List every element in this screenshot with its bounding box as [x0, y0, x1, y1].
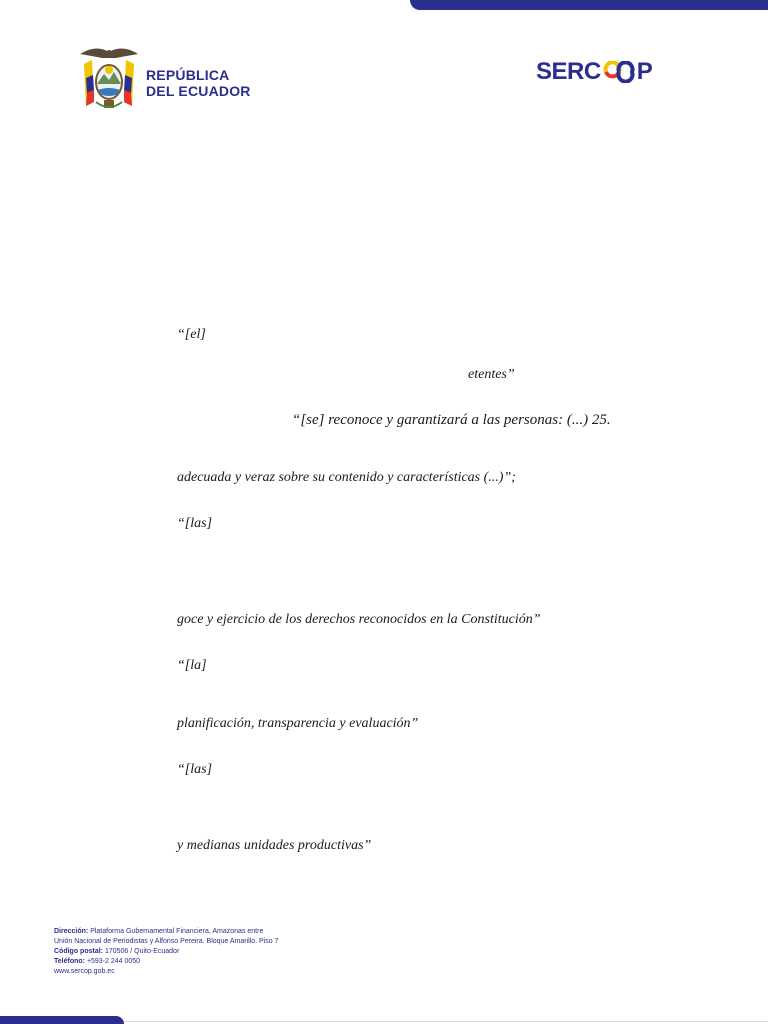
- coat-of-arms-icon: [76, 44, 142, 114]
- bottom-divider: [124, 1021, 768, 1022]
- republica-line1: REPÚBLICA: [146, 67, 230, 83]
- footer-direccion-label: Dirección:: [54, 928, 89, 935]
- body-line-8: planificación, transparencia y evaluación”: [177, 716, 419, 731]
- republica-line2: DEL ECUADOR: [146, 83, 251, 99]
- sercop-infinity-icon: [602, 60, 636, 84]
- body-line-5: “[las]: [177, 516, 213, 531]
- footer-phone-value: +593-2 244 0050: [86, 958, 141, 965]
- footer-phone-label: Teléfono:: [54, 958, 85, 965]
- footer-address: [54, 927, 279, 937]
- sercop-logo: [536, 58, 652, 86]
- footer-postal-value: 170506 / Quito-Ecuador: [104, 948, 180, 955]
- body-line-9: “[las]: [177, 762, 213, 777]
- footer-postal-label: Código postal:: [54, 948, 103, 955]
- sercop-logo-text-end: P: [636, 58, 653, 85]
- body-line-1: “[el]: [177, 327, 206, 342]
- sercop-logo-text-start: SERC: [536, 58, 601, 85]
- footer-contact-info: [54, 927, 279, 977]
- body-line-3: “[se] reconoce y garantizará a las personas: (...) 25.: [292, 412, 611, 428]
- footer-website: www.sercop.gob.ec: [54, 968, 115, 975]
- footer-postal: [54, 947, 279, 957]
- body-line-10: y medianas unidades productivas”: [177, 838, 372, 853]
- bottom-decorative-band: [0, 1016, 124, 1024]
- body-line-4: adecuada y veraz sobre su contenido y características (...)”;: [177, 470, 516, 485]
- republica-del-ecuador-wordmark: [146, 67, 251, 99]
- footer-address-line2: Unión Nacional de Periodistas y Alfonso Pereira. Bloque Amarillo. Piso 7: [54, 938, 279, 945]
- body-line-2: etentes”: [468, 367, 515, 382]
- top-decorative-band: [410, 0, 768, 10]
- footer-phone: [54, 957, 279, 967]
- body-line-6: goce y ejercicio de los derechos reconocidos en la Constitución”: [177, 612, 541, 627]
- body-line-7: “[la]: [177, 658, 207, 673]
- footer-direccion-value: Plataforma Gubernamental Financiera, Amazonas entre: [90, 928, 264, 935]
